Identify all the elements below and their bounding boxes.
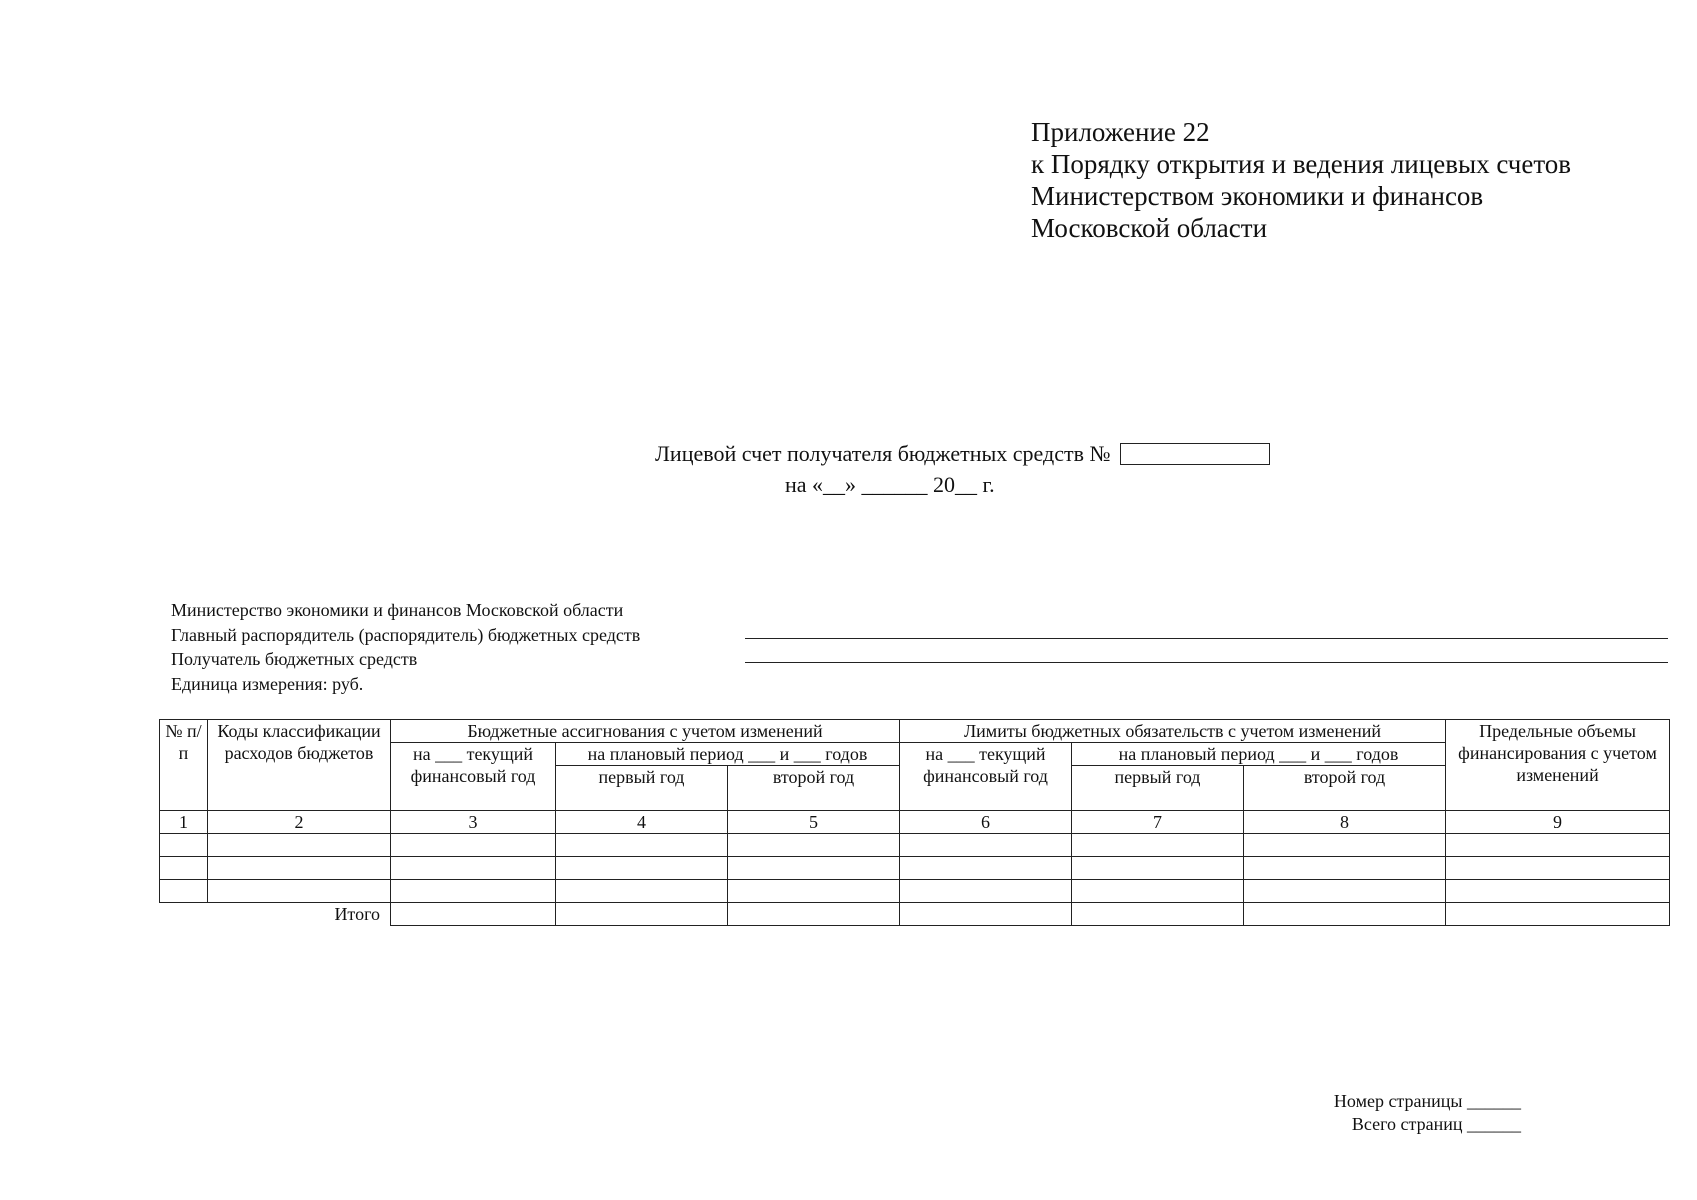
chief-manager-fill-line[interactable]: [745, 638, 1668, 639]
header-financing-limits: Предельные объемы финансирования с учетом изменений: [1446, 720, 1670, 811]
table-cell[interactable]: [900, 857, 1072, 880]
column-number: 2: [208, 811, 391, 834]
total-cell[interactable]: [1072, 903, 1244, 926]
header-budget-allocations: Бюджетные ассигнования с учетом изменений: [391, 720, 900, 743]
account-number-box[interactable]: [1120, 443, 1270, 465]
header-obligation-limits: Лимиты бюджетных обязательств с учетом изменений: [900, 720, 1446, 743]
document-date: на «__» ______ 20__ г.: [785, 472, 995, 497]
table-cell[interactable]: [556, 857, 728, 880]
header-current-year-budget: на ___ текущий финансовый год: [391, 743, 556, 811]
total-pages: Всего страниц ______: [1351, 1114, 1521, 1134]
column-number: 5: [728, 811, 900, 834]
table-cell[interactable]: [728, 834, 900, 857]
table-cell[interactable]: [728, 880, 900, 903]
table-row: [160, 857, 1670, 880]
table-cell[interactable]: [1244, 880, 1446, 903]
header-second-year-budget: второй год: [728, 766, 900, 811]
total-cell[interactable]: [556, 903, 728, 926]
recipient-fill-line[interactable]: [745, 662, 1668, 663]
column-number: 6: [900, 811, 1072, 834]
table-cell[interactable]: [1072, 834, 1244, 857]
total-cell[interactable]: [900, 903, 1072, 926]
unit-line: Единица измерения: руб.: [171, 673, 364, 694]
column-number-row: [160, 811, 1670, 834]
header-plan-period-limits: на плановый период ___ и ___ годов: [1072, 743, 1446, 766]
table-cell[interactable]: [208, 857, 391, 880]
column-number: 3: [391, 811, 556, 834]
total-cell[interactable]: [728, 903, 900, 926]
appendix-line-1: Приложение 22: [1031, 117, 1210, 147]
appendix-heading: [1031, 116, 1571, 244]
table-cell[interactable]: [208, 880, 391, 903]
table-cell[interactable]: [1446, 857, 1670, 880]
header-plan-period-budget: на плановый период ___ и ___ годов: [556, 743, 900, 766]
page-footer: [1334, 1090, 1521, 1136]
table-cell[interactable]: [556, 880, 728, 903]
column-number: 7: [1072, 811, 1244, 834]
appendix-line-2: к Порядку открытия и ведения лицевых счетов: [1031, 149, 1572, 179]
table-cell[interactable]: [160, 880, 208, 903]
appendix-line-4: Московской области: [1031, 213, 1268, 243]
document-title: [655, 441, 1270, 467]
appendix-line-3: Министерством экономики и финансов: [1031, 181, 1484, 211]
table-cell[interactable]: [1446, 880, 1670, 903]
column-number: 1: [160, 811, 208, 834]
table-cell[interactable]: [391, 880, 556, 903]
table-row: [160, 834, 1670, 857]
ministry-line: Министерство экономики и финансов Московской области: [171, 600, 624, 620]
total-cell[interactable]: [1446, 903, 1670, 926]
header-first-year-budget: первый год: [556, 766, 728, 811]
total-cell[interactable]: [1244, 903, 1446, 926]
table-cell[interactable]: [900, 880, 1072, 903]
header-current-year-limits: на ___ текущий финансовый год: [900, 743, 1072, 811]
total-row: [160, 903, 1670, 926]
budget-table: [159, 719, 1670, 926]
table-row: [160, 880, 1670, 903]
column-number: 4: [556, 811, 728, 834]
document-meta: [171, 598, 640, 696]
document-title-text: Лицевой счет получателя бюджетных средств №: [655, 441, 1111, 466]
table-cell[interactable]: [1072, 880, 1244, 903]
table-cell[interactable]: [728, 857, 900, 880]
recipient-line: Получатель бюджетных средств: [171, 649, 418, 669]
column-number: 9: [1446, 811, 1670, 834]
table-cell[interactable]: [1244, 857, 1446, 880]
table-cell[interactable]: [391, 834, 556, 857]
table-cell[interactable]: [160, 834, 208, 857]
table-cell[interactable]: [208, 834, 391, 857]
header-num: № п/п: [160, 720, 208, 811]
table-cell[interactable]: [1244, 834, 1446, 857]
chief-manager-line: Главный распорядитель (распорядитель) бюджетных средств: [171, 624, 641, 645]
header-second-year-limits: второй год: [1244, 766, 1446, 811]
header-first-year-limits: первый год: [1072, 766, 1244, 811]
table-cell[interactable]: [556, 834, 728, 857]
total-cell[interactable]: [391, 903, 556, 926]
table-cell[interactable]: [160, 857, 208, 880]
table-cell[interactable]: [391, 857, 556, 880]
table-cell[interactable]: [900, 834, 1072, 857]
table-cell[interactable]: [1072, 857, 1244, 880]
column-number: 8: [1244, 811, 1446, 834]
table-cell[interactable]: [1446, 834, 1670, 857]
page-number: Номер страницы ______: [1333, 1091, 1521, 1111]
total-label: Итого: [334, 904, 380, 924]
header-codes: Коды классификации расходов бюджетов: [208, 720, 391, 811]
